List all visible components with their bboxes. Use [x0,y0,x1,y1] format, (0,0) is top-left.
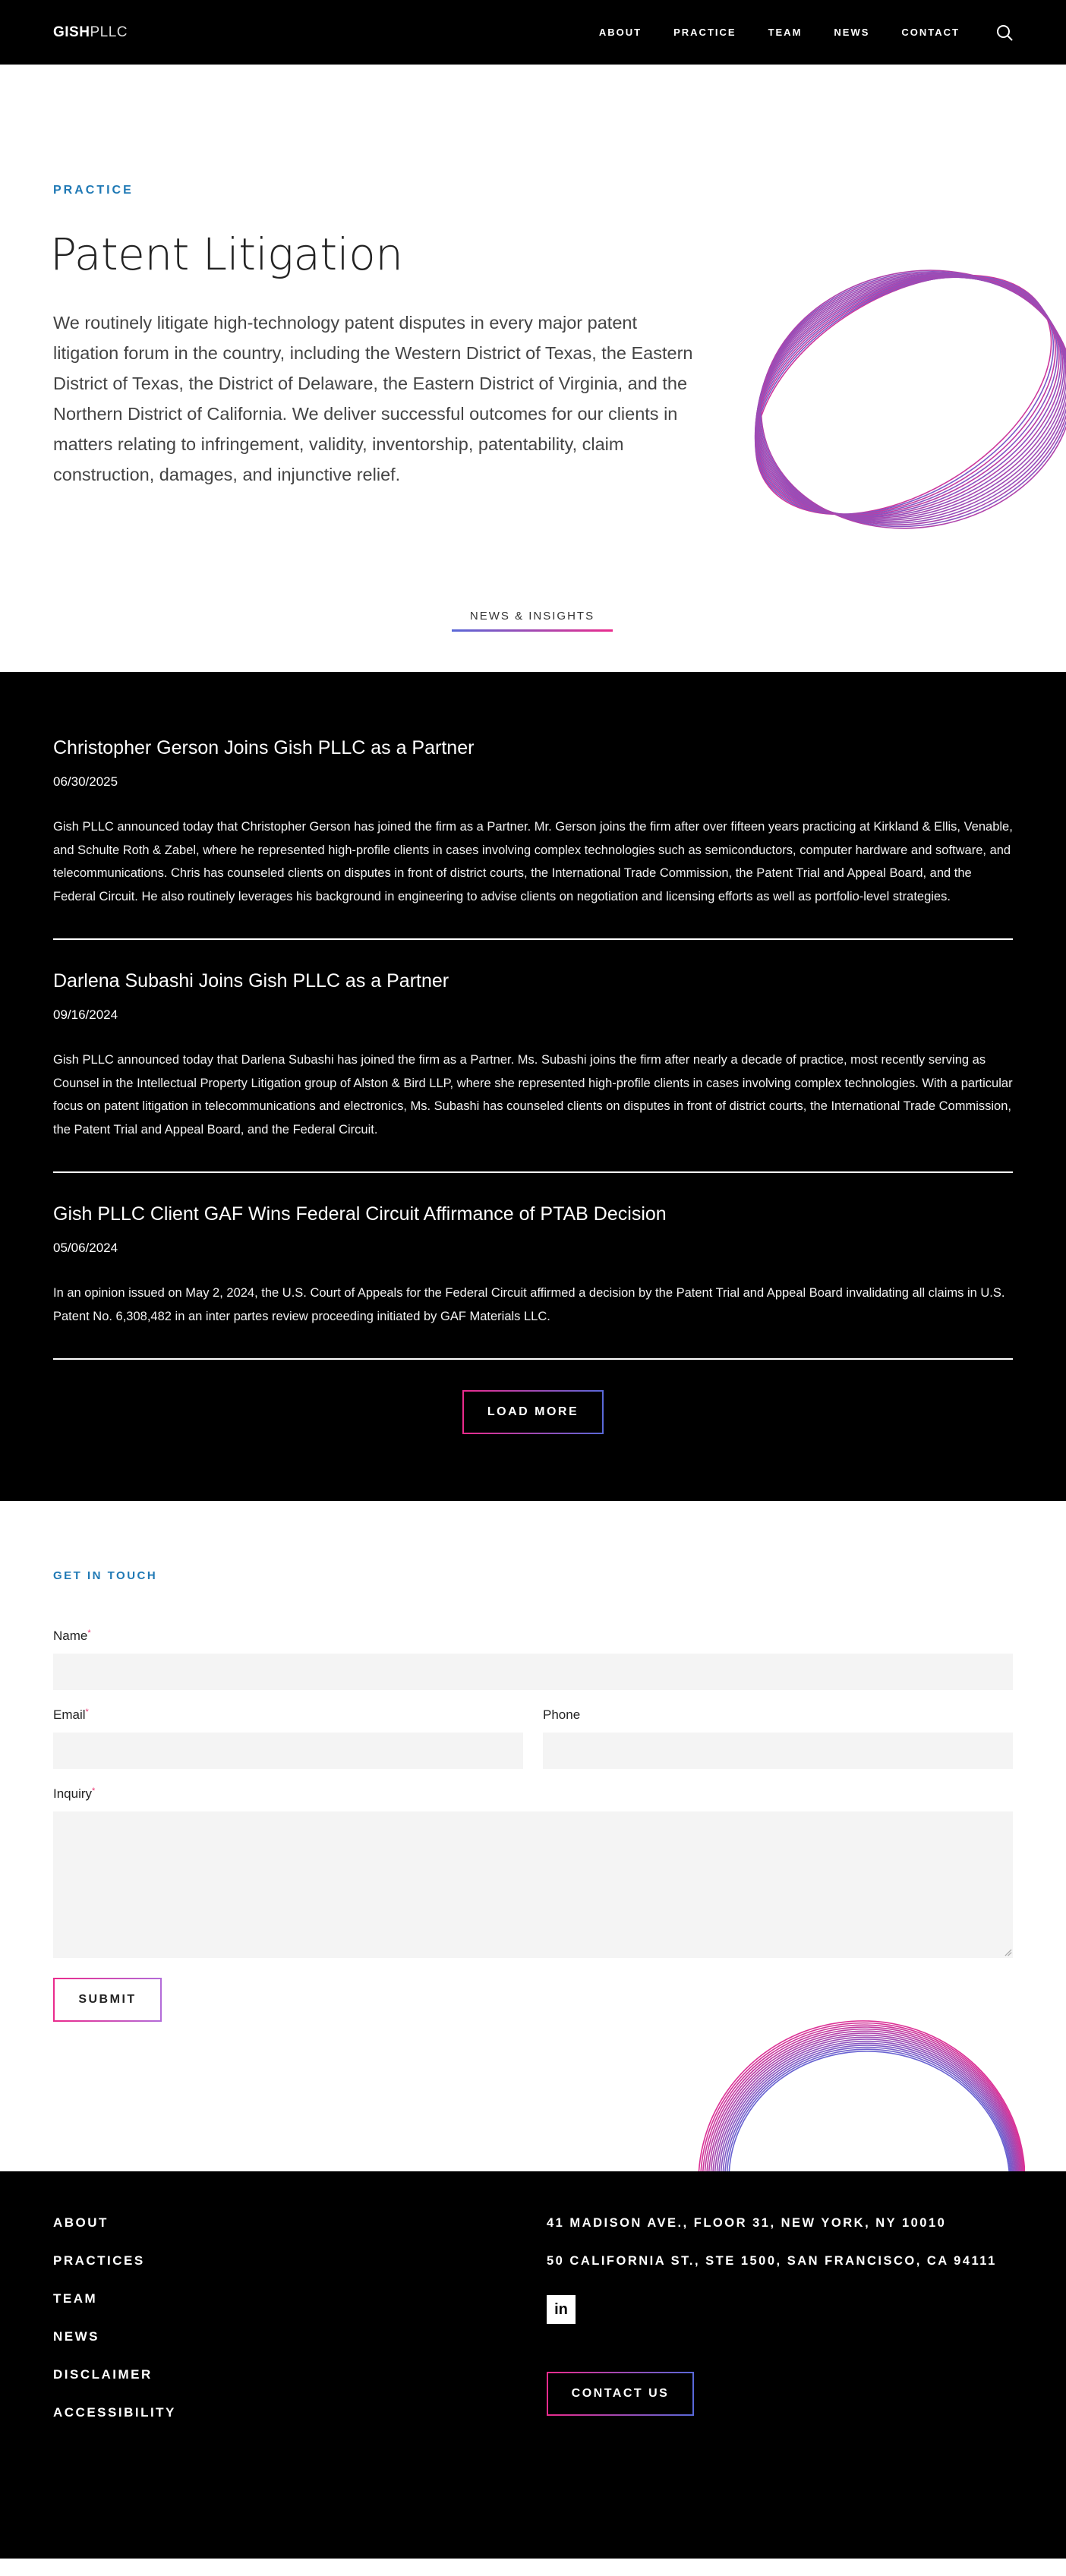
footer-link-disclaimer[interactable]: DISCLAIMER [53,2367,153,2382]
wave-line [709,2032,1022,2171]
article-body: Gish PLLC announced today that Darlena Subashi has joined the firm as a Partner. Ms. Subashi joins the firm after nearly a decade of practice, most recently serving as Counsel in the Intellectual Property Litigation group of Alston & Bird LLP, where she represented high-profile clients in cases involving complex technologies. With a particular focus on patent litigation in telecommunications and electronics, Ms. Subashi has counseled clients on disputes in front of district courts, the International Trade Commission, the Patent Trial and Appeal Board, and the Federal Circuit. [53,1053,1013,1137]
submit-button[interactable]: SUBMIT [53,1978,162,2022]
news-section [0,672,1066,1501]
name-input[interactable] [53,1654,1013,1690]
phone-label [543,1707,580,1723]
main-nav [599,24,1013,41]
phone-label-text: Phone [543,1707,581,1722]
news-tab-underline [452,629,613,632]
email-input[interactable] [53,1733,523,1769]
practice-hero [0,65,1066,672]
nav-link-about[interactable]: ABOUT [598,27,642,38]
footer-link-practices[interactable]: PRACTICES [53,2253,145,2268]
article-date: 05/06/2024 [53,1241,118,1255]
required-mark: * [87,1629,91,1638]
name-label [53,1629,91,1644]
phone-input[interactable] [543,1733,1013,1769]
required-mark: * [92,1786,96,1796]
article-title[interactable]: Gish PLLC Client GAF Wins Federal Circuit Affirmance of PTAB Decision [53,1203,667,1225]
news-article [53,1203,1013,1360]
name-label-text: Name [53,1629,88,1643]
nav-link-news[interactable]: NEWS [834,27,870,38]
required-mark: * [85,1707,89,1717]
article-body: Gish PLLC announced today that Christopher Gerson has joined the firm as a Partner. Mr. Gerson joins the firm after over fifteen years practicing at Kirkland & Ellis, Venable, and Schulte Roth & Zabel, where he represented high-profile clients in cases involving complex technologies such as semiconductors, computer hardware and software, and telecommunications. Chris has counseled clients on disputes in front of district courts, the International Trade Commission, the Patent Trial and Appeal Board, and the Federal Circuit. He also routinely leverages his background in engineering to advise clients on negotiation and licensing efforts as well as portfolio-level strategies. [53,820,1013,903]
news-article [53,970,1013,1173]
footer-link-about[interactable]: ABOUT [53,2215,109,2230]
footer-link-accessibility[interactable]: ACCESSIBILITY [53,2405,176,2420]
logo-light: PLLC [90,24,128,40]
article-body: In an opinion issued on May 2, 2024, the U.S. Court of Appeals for the Federal Circuit affirmed a decision by the Patent Trial and Appeal Board invalidating all claims in U.S. Patent No. 6,308,482 in an inter partes review proceeding initiated by GAF Materials LLC. [53,1286,1005,1323]
contact-form-section [0,1501,1066,2171]
practice-eyebrow: PRACTICE [53,184,134,197]
linkedin-icon[interactable]: in [547,2295,576,2324]
decorative-wave-art [714,178,1066,604]
page-title: Patent Litigation [50,229,403,280]
news-insights-tab[interactable] [452,610,613,632]
footer-nav [53,2215,176,2443]
footer-link-news[interactable]: NEWS [53,2329,99,2344]
email-label [53,1707,89,1723]
top-navbar [0,0,1066,65]
site-footer [0,2171,1066,2559]
article-date: 06/30/2025 [53,774,118,789]
address-new-york: 41 MADISON AVE., FLOOR 31, NEW YORK, NY 10010 [547,2216,947,2230]
practice-description: We routinely litigate high-technology patent disputes in every major patent litigation forum in the country, including the Western District of Texas, the Eastern District of Texas, the District of Delaware, the Eastern District of Virginia, and the Northern District of California. We deliver successful outcomes for our clients in matters relating to infringement, validity, inventorship, patentability, claim construction, damages, and injunctive relief. [53,313,693,484]
article-date: 09/16/2024 [53,1007,118,1022]
search-icon[interactable] [996,24,1013,41]
inquiry-label-text: Inquiry [53,1786,93,1801]
contact-us-button[interactable]: CONTACT US [547,2372,694,2416]
site-logo[interactable] [53,24,128,41]
address-san-francisco: 50 CALIFORNIA ST., STE 1500, SAN FRANCISCO, CA 94111 [547,2254,997,2268]
email-label-text: Email [53,1707,86,1722]
article-title[interactable]: Christopher Gerson Joins Gish PLLC as a Partner [53,737,475,758]
contact-eyebrow: GET IN TOUCH [53,1569,158,1582]
inquiry-textarea[interactable] [53,1811,1013,1958]
nav-link-practice[interactable]: PRACTICE [673,27,736,38]
wave-line [714,2035,1018,2171]
footer-link-team[interactable]: TEAM [53,2291,98,2306]
load-more-button[interactable]: LOAD MORE [462,1390,604,1434]
inquiry-label [53,1786,95,1802]
article-title[interactable]: Darlena Subashi Joins Gish PLLC as a Partner [53,970,449,992]
news-article [53,737,1013,940]
nav-link-contact[interactable]: CONTACT [901,27,960,38]
nav-link-team[interactable]: TEAM [768,27,803,38]
news-tab-label: NEWS & INSIGHTS [469,610,595,623]
logo-bold: GISH [53,24,90,40]
resize-handle-icon[interactable] [1004,1949,1012,1956]
decorative-wave-art [630,2002,1025,2171]
